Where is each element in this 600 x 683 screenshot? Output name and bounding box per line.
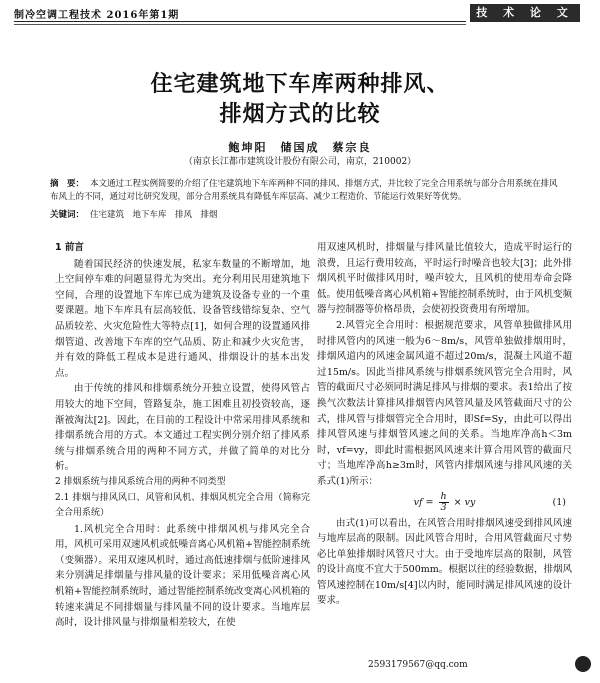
equation-fraction xyxy=(439,492,449,513)
paragraph: 由式(1)可以看出，在风管合用时排烟风速受到排风风速与地库层高的限制。因此风管合用时，合用风管截面尺寸势必比单独排烟时风管尺寸大。由于受地库层高的限制，风管的设计高度不宜大于500mm。根据以往的经验数据，排烟风管风速控制在10m/s[4]以内时，能同时满足排风风速的设计要求。 xyxy=(317,517,572,607)
fraction-numerator: h xyxy=(440,490,447,502)
equation-number: (1) xyxy=(552,496,566,508)
subsection-heading-2-1: 2.1 排烟与排风风口、风管和风机、排烟风机完全合用（简称完全合用系统） xyxy=(55,492,310,519)
paragraph: 1.风机完全合用时：此系统中排烟风机与排风完全合用，风机可采用双速风机或低噪音离心风机箱+智能控制系统（变频器）。采用双速风机时，通过高低速排烟与低阶速排风来分别满足排烟量与排风量的设计要求；采用低噪音离心风机箱+智能控制系统时，通过智能控制系统改变离心风机箱的转速来满足不同排烟量与排风量不同的设计要求。当地库层高时，设计排风量与排烟量相差较大，在使 xyxy=(55,523,310,629)
running-head: 制冷空调工程技术 2016年第1期 xyxy=(14,10,180,21)
equation-lhs: vf = xyxy=(413,496,434,508)
paper-title xyxy=(0,70,600,130)
equation-rhs: × vy xyxy=(453,496,476,508)
right-column xyxy=(317,240,572,609)
author-email: 2593179567@qq.com xyxy=(368,660,468,670)
section-heading-2: 2 排烟系统与排风系统合用的两种不同类型 xyxy=(55,476,226,487)
keywords-label: 关键词： xyxy=(50,210,85,220)
abstract xyxy=(50,178,558,204)
paragraph: 用双速风机时，排烟量与排风量比值较大，造成平时运行的浪费，且运行费用较高，平时运行时噪音也较大[3]；此外排烟风机平时做排风用时，噪声较大，且风机的使用寿命会降低。使用低噪音离心风机箱+智能控制系统时，由于风机变频器与控制器等价格昂贵，会使初投资费用有所增加。 xyxy=(317,242,572,316)
authors: 鲍坤阳 储国成 蔡宗良 xyxy=(228,141,372,154)
header-rule-thin xyxy=(14,24,466,25)
fraction-denominator: 3 xyxy=(440,501,447,513)
abstract-label: 摘 要： xyxy=(50,179,85,189)
affiliation: （南京长江都市建筑设计股份有限公司，南京，210002） xyxy=(183,157,417,167)
paragraph: 2.风管完全合用时：根据规范要求，风管单独做排风用时排风管内的风速一般为6～8m/s，风管单独做排烟用时，排烟风道内的风速金属风道不超过20m/s，混凝土风道不超过15m/s。因此当排风系统与排烟系统风管完全合用时，风管的截面尺寸必须同时满足排风与排烟的要求。表1给出了按换气次数法计算排风排烟管内风管风量及风管截面尺寸的公式，排风管与排烟管完全合用时，即Sf=Sy，由此可以得出排风管风速与排烟管风速之间的关系。当地库净高h＜3m时，vf=vy，即此时需根据风风速来计算合用风管的截面尺寸；当地库净高h≥3m时，风管内排烟风速与排风风速的关系式(1)所示： xyxy=(317,319,572,487)
paragraph: 由于传统的排风和排烟系统分开独立设置，使得风管占用较大的地下空间，管路复杂，施工困难且初投资较高，逐渐被淘汰[2]。因此，在目前的工程设计中常采用排风系统和排烟系统合用的方式。本文通过工程实例分别介绍了排风系统与排烟系统合用的两种不同方式，并做了简单的对比分析。 xyxy=(55,383,310,473)
keywords-text: 住宅建筑 地下车库 排风 排烟 xyxy=(90,210,218,220)
section-heading-intro: 1 前言 xyxy=(55,242,84,253)
section-tag: 技 术 论 文 xyxy=(470,4,580,22)
left-column xyxy=(55,240,310,631)
abstract-text: 本文通过工程实例简要的介绍了住宅建筑地下车库两种不同的排风、排烟方式，并比较了完全合用系统与部分合用系统在排风布风上的不同，通过对比研究发现，部分合用系统具有降低车库层高、减少工程造价、节能运行效果好等优势。 xyxy=(50,179,558,202)
keywords xyxy=(50,209,558,222)
equation-1 xyxy=(317,490,572,516)
page-marker-icon xyxy=(575,656,591,672)
header-rule xyxy=(14,21,466,22)
title-line-2: 排烟方式的比较 xyxy=(219,102,381,127)
title-line-1: 住宅建筑地下车库两种排风、 xyxy=(150,72,450,97)
paragraph: 随着国民经济的快速发展，私家车数量的不断增加，地上空间停车难的问题显得尤为突出。充分利用民用建筑地下空间，合理的设置地下车库已成为建筑及设备专业的一个重要课题。地下车库具有层高较低、设备管线错综复杂、空气品质较差、火灾危险性大等特点[1]，如何合理的设置通风排烟管道、改善地下车库的空气品质、防止和减少火灾危害，并有效的降低工程成本是进行通风、排烟设计的基本出发点。 xyxy=(55,258,310,379)
